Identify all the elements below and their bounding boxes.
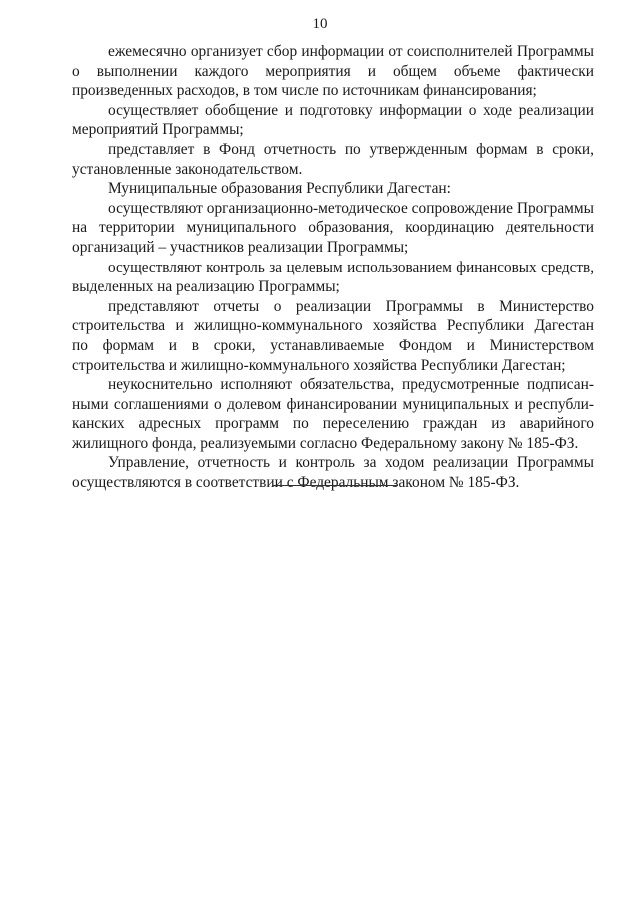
text-line: Муниципальные образования Республики Дагестан: bbox=[108, 180, 451, 198]
paragraph bbox=[72, 199, 594, 258]
paragraph bbox=[72, 297, 594, 375]
text-line: строительства и жилищно-коммунального хозяйства Республики Дагестан bbox=[72, 317, 594, 335]
text-line: ными соглашениями о долевом финансировании муниципальных и республи- bbox=[72, 395, 594, 413]
text-line: организаций – участников реализации Программы; bbox=[72, 238, 409, 256]
text-line: Управление, отчетность и контроль за ходом реализации Программы bbox=[108, 454, 594, 472]
text-line: по формам и в сроки, устанавливаемые Фондом и Министерством bbox=[72, 336, 594, 354]
text-line: представляют отчеты о реализации Программы в Министерство bbox=[108, 297, 594, 315]
text-line: осуществляются в соответствии с Федеральным законом № 185-ФЗ. bbox=[72, 474, 520, 492]
paragraph bbox=[72, 42, 594, 101]
paragraph bbox=[72, 375, 594, 453]
paragraph bbox=[72, 140, 594, 179]
separator-line bbox=[272, 485, 398, 486]
text-line: представляет в Фонд отчетность по утвержденным формам в сроки, bbox=[108, 140, 594, 158]
text-line: осуществляет обобщение и подготовку информации о ходе реализации bbox=[108, 101, 594, 119]
text-line: жилищного фонда, реализуемыми согласно Федеральному закону № 185-ФЗ. bbox=[72, 434, 579, 452]
text-line: канских адресных программ по переселению граждан из аварийного bbox=[72, 415, 594, 433]
text-line: строительства и жилищно-коммунального хозяйства Республики Дагестан; bbox=[72, 356, 566, 374]
text-line: о выполнении каждого мероприятия и общем объеме фактически bbox=[72, 62, 594, 80]
paragraph bbox=[72, 453, 594, 492]
document-body bbox=[72, 42, 594, 493]
paragraph bbox=[72, 101, 594, 140]
text-line: неукоснительно исполняют обязательства, предусмотренные подписан- bbox=[108, 376, 594, 394]
text-line: выделенных на реализацию Программы; bbox=[72, 278, 340, 296]
paragraph bbox=[72, 179, 594, 199]
paragraph bbox=[72, 258, 594, 297]
text-line: мероприятий Программы; bbox=[72, 121, 244, 139]
text-line: установленные законодательством. bbox=[72, 160, 303, 178]
text-line: осуществляют контроль за целевым использованием финансовых средств, bbox=[108, 258, 594, 276]
page-number: 10 bbox=[312, 16, 328, 32]
text-line: ежемесячно организует сбор информации от соисполнителей Программы bbox=[108, 43, 594, 60]
text-line: осуществляют организационно-методическое сопровождение Программы bbox=[108, 199, 594, 217]
text-line: на территории муниципального образования, координацию деятельности bbox=[72, 219, 594, 237]
text-line: произведенных расходов, в том числе по источникам финансирования; bbox=[72, 82, 537, 100]
